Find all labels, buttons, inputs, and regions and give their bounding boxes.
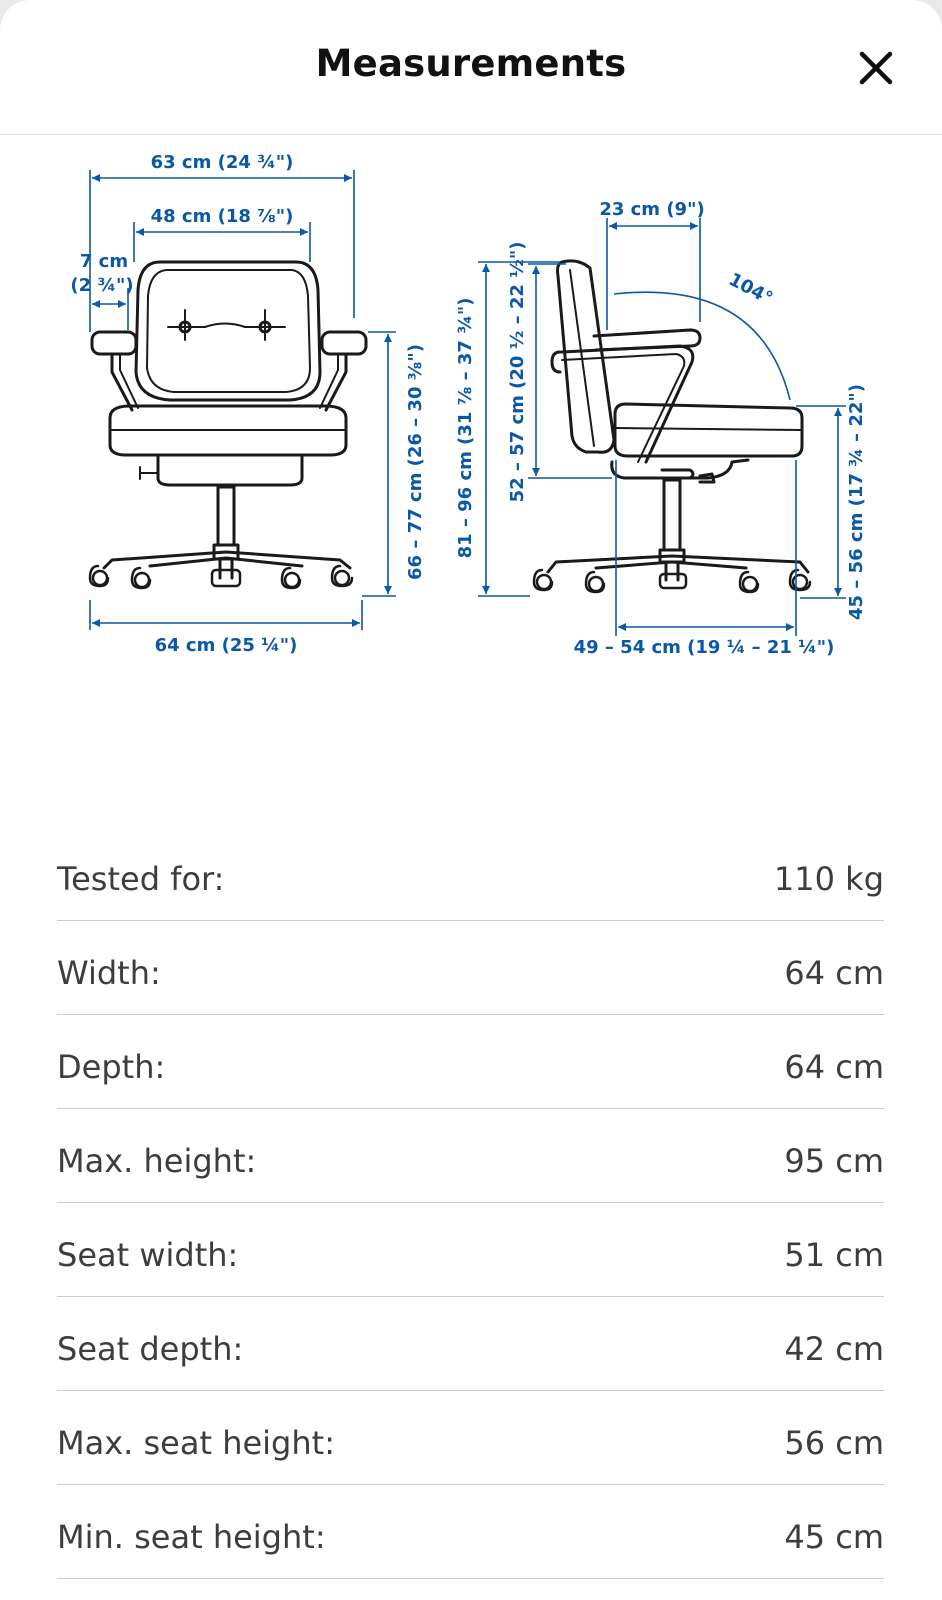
spec-row-max-height: [57, 1109, 884, 1203]
spec-row-min-seat-height: [57, 1485, 884, 1579]
armrest-width-label-line2: (2 ¾"): [70, 275, 134, 296]
spec-label: Width:: [57, 954, 161, 992]
front-view-chair: [90, 262, 366, 588]
armrest-height-label: 66 – 77 cm (26 – 30 ⅜"): [405, 344, 426, 580]
spec-value: 51 cm: [784, 1236, 884, 1274]
chair-dimension-diagram: [0, 135, 942, 695]
spec-label: Seat width:: [57, 1236, 239, 1274]
close-button[interactable]: [852, 44, 902, 94]
spec-label: Min. seat height:: [57, 1518, 326, 1556]
backrest-height-label: 52 – 57 cm (20 ½ – 22 ½"): [507, 241, 528, 503]
page-title: Measurements: [315, 42, 627, 85]
spec-label: Max. height:: [57, 1142, 257, 1180]
spec-value: 45 cm: [784, 1518, 884, 1556]
measurements-list: [57, 833, 884, 1579]
spec-value: 64 cm: [784, 1048, 884, 1086]
spec-row-seat-width: [57, 1203, 884, 1297]
spec-value: 56 cm: [784, 1424, 884, 1462]
close-icon: [852, 44, 902, 94]
spec-row-width: [57, 921, 884, 1015]
seat-width-label: 48 cm (18 ⅞"): [150, 206, 294, 227]
base-width-label: 64 cm (25 ¼"): [154, 635, 298, 656]
spec-value: 42 cm: [784, 1330, 884, 1368]
spec-label: Tested for:: [57, 860, 225, 898]
sheet-header: [0, 0, 942, 135]
backrest-depth-label: 23 cm (9"): [599, 199, 705, 220]
spec-label: Depth:: [57, 1048, 166, 1086]
armrest-width-label-line1: 7 cm: [79, 251, 129, 272]
overall-width-label: 63 cm (24 ¾"): [150, 152, 294, 173]
spec-label: Seat depth:: [57, 1330, 244, 1368]
spec-row-max-seat-height: [57, 1391, 884, 1485]
spec-row-tested-for: [57, 833, 884, 921]
spec-row-seat-depth: [57, 1297, 884, 1391]
seat-depth-label: 49 – 54 cm (19 ¼ – 21 ¼"): [573, 637, 835, 658]
spec-row-depth: [57, 1015, 884, 1109]
spec-value: 95 cm: [784, 1142, 884, 1180]
spec-value: 110 kg: [773, 860, 884, 898]
total-height-label: 81 – 96 cm (31 ⅞ – 37 ¾"): [455, 297, 476, 559]
seat-height-label: 45 – 56 cm (17 ¾ – 22"): [846, 384, 867, 620]
recline-angle-label: 104°: [725, 268, 777, 310]
side-view-chair: [534, 261, 810, 592]
spec-label: Max. seat height:: [57, 1424, 335, 1462]
spec-value: 64 cm: [784, 954, 884, 992]
